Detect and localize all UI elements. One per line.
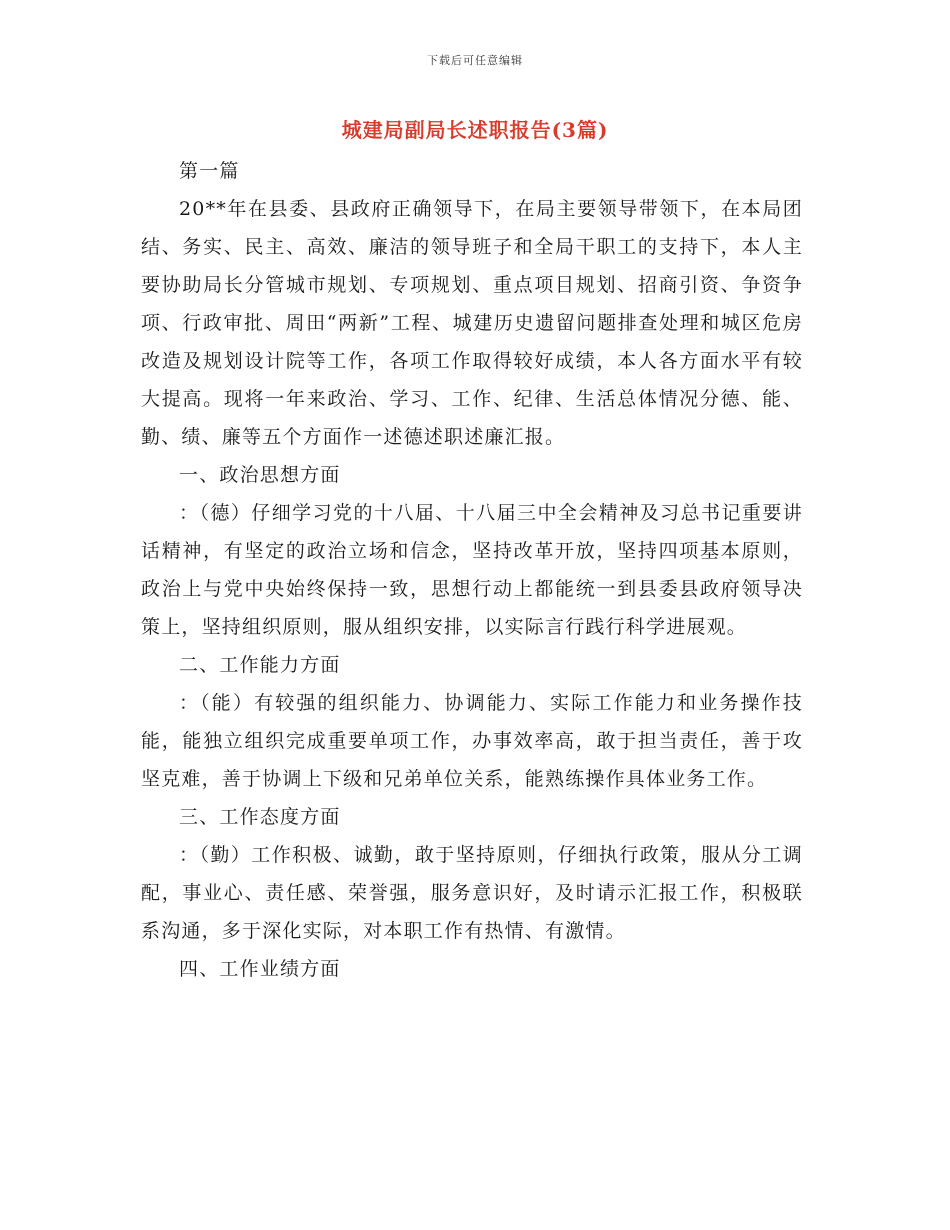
section-body-attitude: ：（勤）工作积极、诚勤，敢于坚持原则，仔细执行政策，服从分工调配，事业心、责任感、荣誉强，服务意识好，及时请示汇报工作，积极联系沟通，多于深化实际，对本职工作有热情、有激情。 (141, 844, 803, 942)
intro-paragraph: 20**年在县委、县政府正确领导下，在局主要领导带领下，在本局团结、务实、民主、高效、廉洁的领导班子和全局干职工的支持下，本人主要协助局长分管城市规划、专项规划、重点项目规划、招商引资、争资争项、行政审批、周田“两新”工程、城建历史遗留问题排查处理和城区危房改造及规划设计院等工作，各项工作取得较好成绩，本人各方面水平有较大提高。现将一年来政治、学习、工作、纪律、生活总体情况分德、能、勤、绩、廉等五个方面作一述德述职述廉汇报。 (141, 198, 803, 448)
section-heading-ability: 二、工作能力方面 (179, 654, 341, 676)
header-note: 下载后可任意编辑 (427, 54, 523, 67)
section-label: 第一篇 (179, 160, 240, 182)
document-title: 城建局副局长述职报告(3篇) (341, 118, 609, 142)
section-heading-attitude: 三、工作态度方面 (179, 806, 341, 828)
section-body-politics: ：（德）仔细学习党的十八届、十八届三中全会精神及习总书记重要讲话精神，有坚定的政治立场和信念，坚持改革开放，坚持四项基本原则，政治上与党中央始终保持一致，思想行动上都能统一到县委县政府领导决策上，坚持组织原则，服从组织安排，以实际言行践行科学进展观。 (141, 502, 803, 638)
section-body-ability: ：（能）有较强的组织能力、协调能力、实际工作能力和业务操作技能，能独立组织完成重要单项工作，办事效率高，敢于担当责任，善于攻坚克难，善于协调上下级和兄弟单位关系，能熟练操作具体业务工作。 (141, 692, 803, 790)
section-heading-politics: 一、政治思想方面 (179, 464, 341, 486)
document-body (141, 152, 803, 988)
section-heading-performance: 四、工作业绩方面 (179, 958, 341, 980)
